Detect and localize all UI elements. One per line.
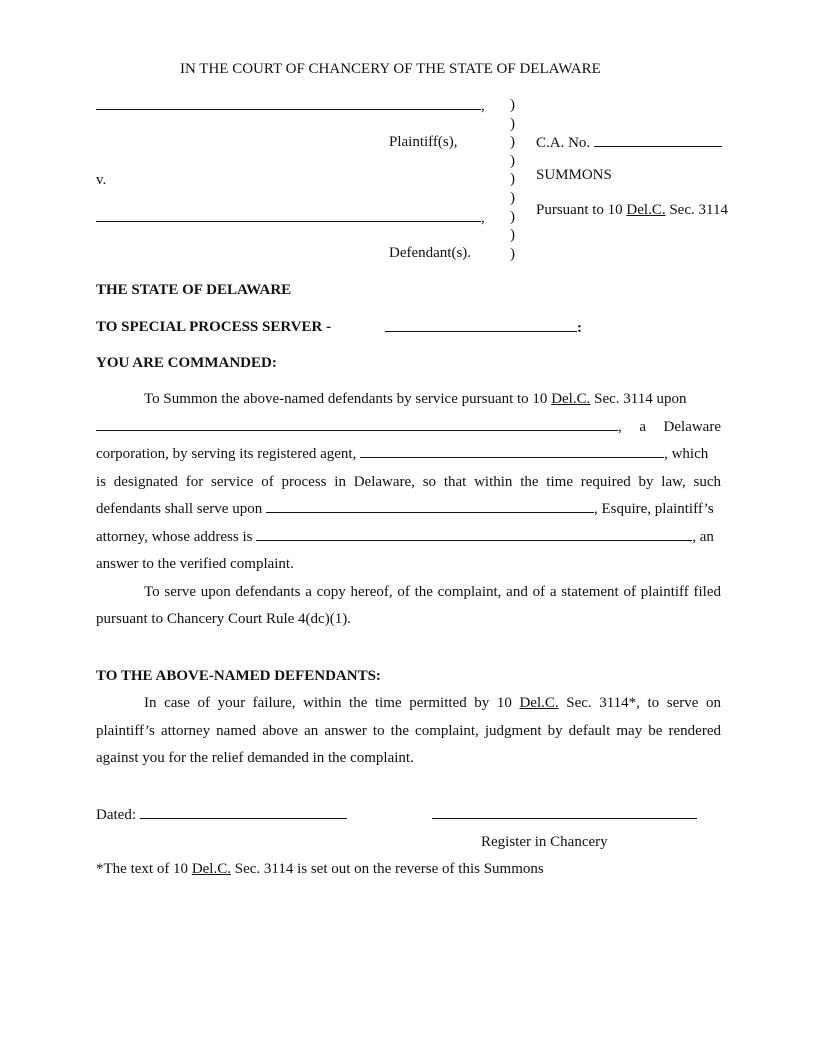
dated-line[interactable] — [96, 805, 347, 824]
document-type: SUMMONS — [536, 167, 612, 183]
defendant-label: Defendant(s). — [389, 245, 472, 261]
paren: ) — [510, 227, 515, 244]
statute-abbr: Del.C. — [551, 391, 591, 407]
pursuant-suffix: Sec. 3114 — [669, 202, 728, 218]
command-text: is designated for service of process in Delaware, so that within the time required by law, such — [96, 473, 721, 490]
register-label: Register in Chancery — [481, 834, 608, 850]
process-server-label: TO SPECIAL PROCESS SERVER - — [96, 319, 332, 335]
paren: ) — [510, 115, 515, 132]
command-line — [96, 386, 721, 414]
paren: ) — [510, 189, 515, 206]
command-line — [96, 524, 721, 552]
failure-text — [96, 690, 721, 773]
command-text: answer to the verified complaint. — [96, 556, 294, 572]
command-text: To Summon the above-named defendants by service pursuant to 10 — [144, 391, 548, 407]
statute-abbr: Del.C. — [626, 202, 666, 218]
paren: ) — [510, 171, 515, 188]
process-server-line[interactable] — [385, 318, 582, 337]
state-heading: THE STATE OF DELAWARE — [96, 282, 292, 298]
command-text: , a Delaware — [618, 418, 721, 435]
command-line — [96, 414, 721, 442]
plaintiff-label: Plaintiff(s), — [389, 134, 458, 150]
plaintiff-comma: , — [481, 98, 485, 114]
command-paragraph — [96, 386, 721, 634]
paren: ) — [510, 208, 515, 225]
command-text: , an — [692, 528, 714, 545]
pursuant-prefix: Pursuant to 10 — [536, 202, 623, 218]
caption-parentheses — [510, 96, 515, 263]
pursuant-statute — [536, 201, 728, 219]
paren: ) — [510, 134, 515, 151]
command-line — [96, 441, 721, 469]
court-heading: IN THE COURT OF CHANCERY OF THE STATE OF DELAWARE — [180, 61, 601, 77]
plaintiff-name-line[interactable] — [96, 96, 485, 115]
case-number-line[interactable] — [536, 133, 722, 152]
command-text: Sec. 3114 upon — [594, 391, 687, 407]
defendant-name-blank[interactable] — [96, 208, 481, 222]
dated-label: Dated: — [96, 807, 136, 823]
footnote — [96, 860, 544, 878]
command-text: , which — [664, 446, 709, 462]
command-line — [96, 496, 721, 524]
versus-label: v. — [96, 172, 107, 188]
footnote-text-b: Sec. 3114 is set out on the reverse of this Summons — [234, 861, 544, 877]
defendant-name-line[interactable] — [96, 208, 485, 227]
command-line — [96, 551, 721, 579]
footnote-text-a: *The text of 10 — [96, 861, 189, 877]
paren: ) — [510, 152, 515, 169]
statute-abbr: Del.C. — [519, 695, 559, 711]
attorney-address-blank[interactable] — [256, 527, 692, 541]
paren: ) — [510, 245, 515, 262]
case-number-label: C.A. No. — [536, 135, 591, 151]
register-signature-line[interactable] — [432, 805, 697, 824]
defendants-heading: TO THE ABOVE-NAMED DEFENDANTS: — [96, 668, 381, 684]
paren: ) — [510, 97, 515, 113]
serve-paragraph: To serve upon defendants a copy hereof, of the complaint, and of a statement of plaintiff filed pursuant to Chancery Court Rule 4(dc)(1). — [96, 583, 721, 627]
command-text: attorney, whose address is — [96, 528, 253, 545]
registered-agent-blank[interactable] — [360, 444, 664, 458]
register-signature-blank[interactable] — [432, 805, 697, 819]
failure-paragraph — [96, 690, 721, 773]
command-text: defendants shall serve upon — [96, 501, 263, 517]
case-number-blank[interactable] — [594, 133, 722, 147]
attorney-name-blank[interactable] — [266, 499, 594, 513]
command-text: , Esquire, plaintiff’s — [593, 501, 714, 517]
process-server-blank[interactable] — [385, 318, 577, 332]
command-text: corporation, by serving its registered agent, — [96, 446, 357, 462]
process-server-colon: : — [577, 320, 582, 336]
plaintiff-name-blank[interactable] — [96, 96, 481, 110]
date-blank[interactable] — [140, 805, 347, 819]
command-line — [96, 469, 721, 497]
corporation-name-blank[interactable] — [96, 417, 618, 431]
failure-text-a: In case of your failure, within the time permitted by 10 — [144, 695, 512, 711]
statute-abbr: Del.C. — [191, 861, 231, 877]
defendant-comma: , — [481, 210, 485, 226]
commanded-heading: YOU ARE COMMANDED: — [96, 355, 277, 371]
failure-text-b: Sec. 3114*, to serve on plaintiff’s attorney named above an answer to the complaint, judgment by default may be rendered against you for the relief demanded in the complaint. — [96, 695, 722, 766]
